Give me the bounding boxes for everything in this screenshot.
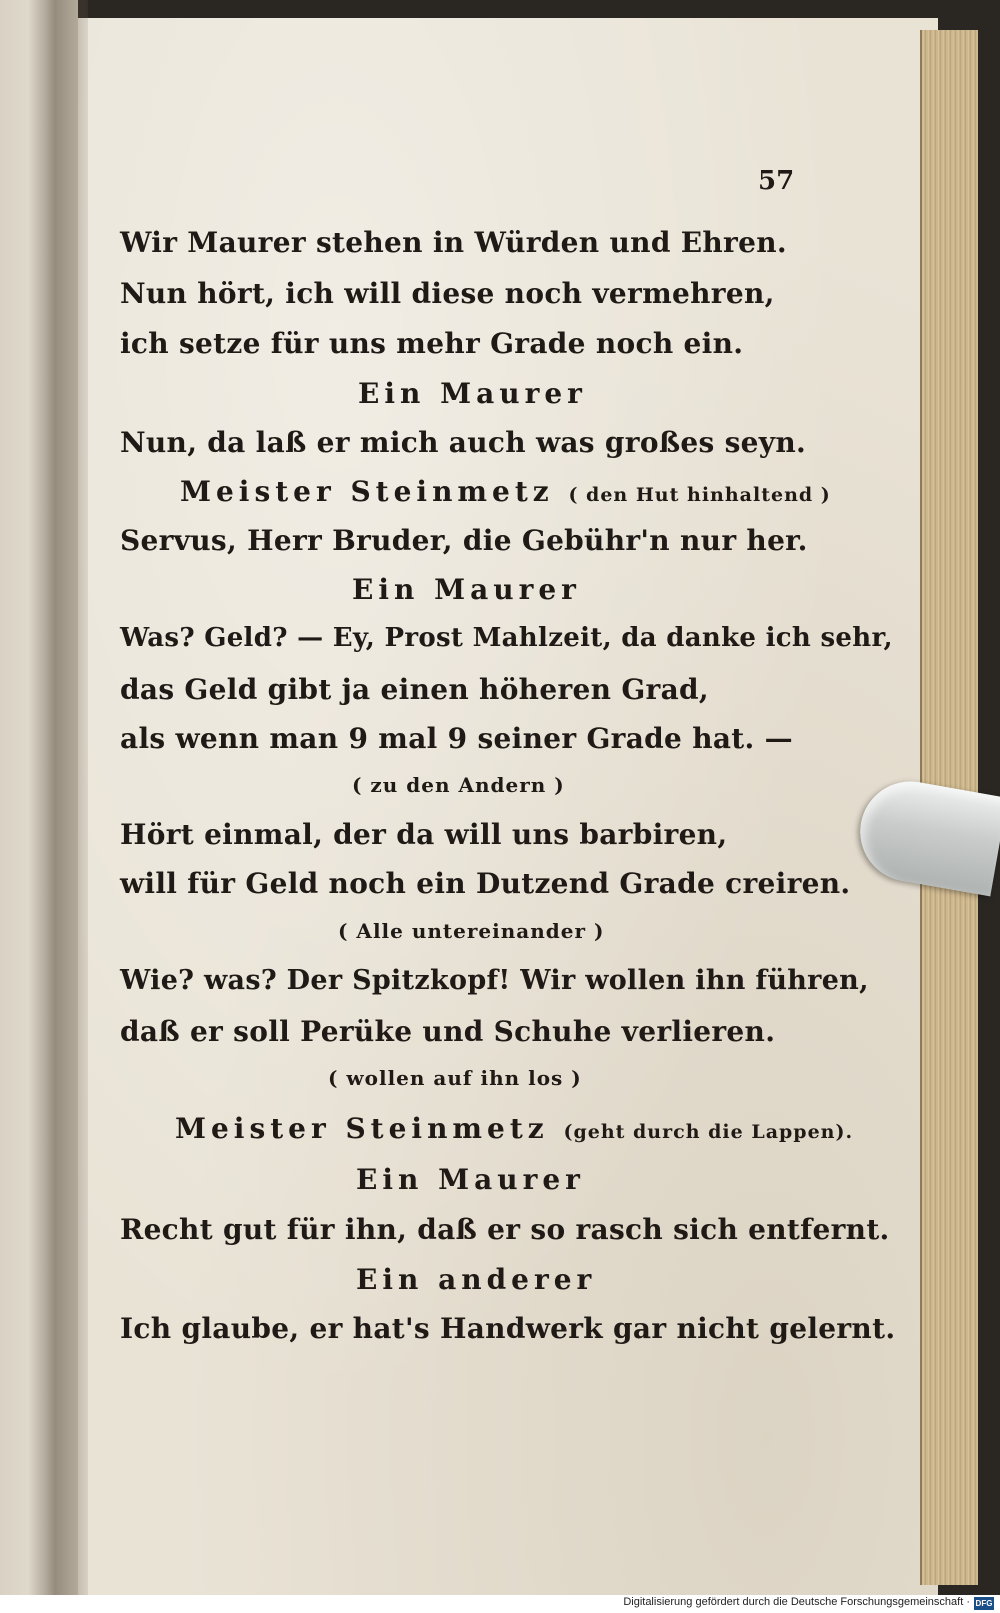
- verse-line: Nun, da laß er mich auch was großes seyn.: [120, 426, 807, 459]
- verse-line: das Geld gibt ja einen höheren Grad,: [120, 673, 709, 706]
- verse-line: Wir Maurer stehen in Würden und Ehren.: [120, 226, 787, 259]
- speaker-name: Meister Steinmetz: [175, 1112, 549, 1145]
- verse-line: daß er soll Perüke und Schuhe verlieren.: [120, 1015, 776, 1048]
- verse-line: ich setze für uns mehr Grade noch ein.: [120, 327, 744, 360]
- verse-line: Nun hört, ich will diese noch vermehren,: [120, 277, 775, 310]
- verse-line: will für Geld noch ein Dutzend Grade creiren.: [120, 867, 851, 900]
- stage-direction: (geht durch die Lappen).: [563, 1121, 854, 1143]
- stage-direction: ( zu den Andern ): [352, 773, 565, 797]
- stage-direction: ( wollen auf ihn los ): [328, 1066, 582, 1090]
- speaker-name: Ein Maurer: [358, 377, 587, 410]
- page-number: 57: [758, 166, 795, 196]
- speaker-with-direction: [175, 1112, 853, 1145]
- verse-line: Wie? was? Der Spitzkopf! Wir wollen ihn führen,: [120, 965, 869, 996]
- speaker-name: Meister Steinmetz: [180, 475, 554, 508]
- funding-credit: Digitalisierung gefördert durch die Deutsche Forschungsgemeinschaft ·: [623, 1596, 970, 1608]
- speaker-name: Ein anderer: [356, 1263, 597, 1296]
- verse-line: Ich glaube, er hat's Handwerk gar nicht gelernt.: [120, 1312, 896, 1345]
- dfg-logo: DFG: [975, 1599, 993, 1608]
- stage-direction: ( Alle untereinander ): [338, 919, 605, 943]
- verse-line: als wenn man 9 mal 9 seiner Grade hat. —: [120, 722, 793, 755]
- verse-line: Hört einmal, der da will uns barbiren,: [120, 818, 728, 851]
- verse-line: Was? Geld? — Ey, Prost Mahlzeit, da danke ich sehr,: [120, 623, 893, 653]
- verse-line: Servus, Herr Bruder, die Gebühr'n nur her.: [120, 524, 808, 557]
- speaker-name: Ein Maurer: [356, 1163, 585, 1196]
- speaker-with-direction: [180, 475, 831, 508]
- verse-line: Recht gut für ihn, daß er so rasch sich entfernt.: [120, 1213, 890, 1246]
- speaker-name: Ein Maurer: [352, 573, 581, 606]
- stage-direction: ( den Hut hinhaltend ): [568, 484, 831, 506]
